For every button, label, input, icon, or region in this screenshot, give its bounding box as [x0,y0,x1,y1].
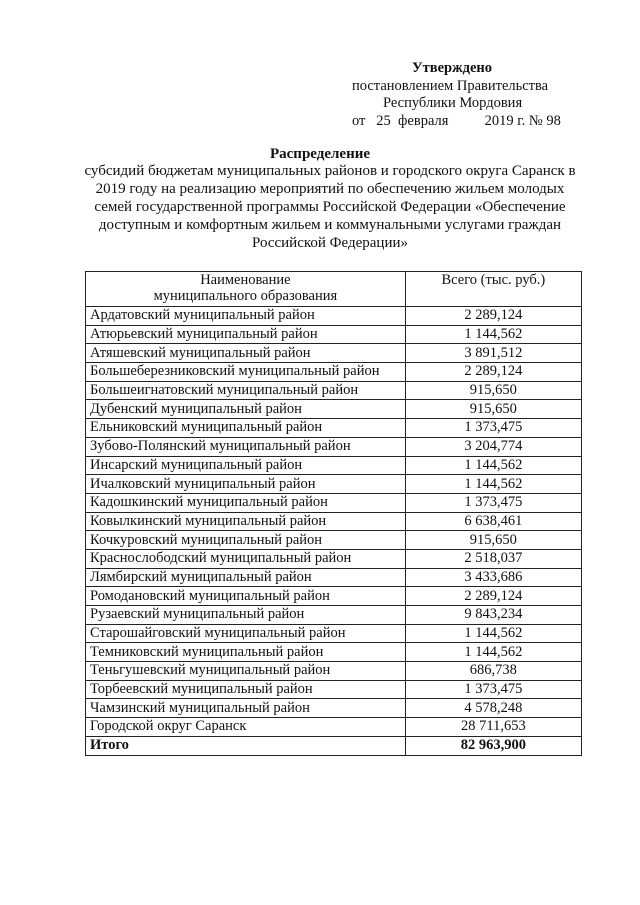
table-row [86,475,582,494]
municipality-name: Темниковский муниципальный район [86,643,406,662]
table-row [86,512,582,531]
table-row [86,437,582,456]
municipality-name: Торбеевский муниципальный район [86,680,406,699]
municipality-value: 1 373,475 [405,419,581,438]
table-row [86,624,582,643]
table-row [86,606,582,625]
table-row [86,325,582,344]
table-row [86,718,582,737]
table-row [86,662,582,681]
municipality-name: Чамзинский муниципальный район [86,699,406,718]
municipality-value: 1 373,475 [405,493,581,512]
distribution-table [85,271,582,756]
municipality-value: 2 289,124 [405,307,581,326]
table-row [86,587,582,606]
header-name-line2: муниципального образования [153,288,338,304]
municipality-name: Ромодановский муниципальный район [86,587,406,606]
table-row [86,344,582,363]
municipality-value: 1 144,562 [405,475,581,494]
municipality-value: 915,650 [405,400,581,419]
approval-line-2: постановлением Правительства [352,78,549,94]
municipality-value: 2 289,124 [405,587,581,606]
municipality-name: Атюрьевский муниципальный район [86,325,406,344]
table-row [86,568,582,587]
municipality-name: Ардатовский муниципальный район [86,307,406,326]
municipality-value: 9 843,234 [405,606,581,625]
municipality-name: Рузаевский муниципальный район [86,606,406,625]
municipality-name: Большеигнатовский муниципальный район [86,381,406,400]
municipality-name: Большеберезниковский муниципальный район [86,363,406,382]
municipality-name: Ичалковский муниципальный район [86,475,406,494]
municipality-value: 915,650 [405,531,581,550]
municipality-name: Ковылкинский муниципальный район [86,512,406,531]
table-row [86,680,582,699]
municipality-name: Инсарский муниципальный район [86,456,406,475]
table-row [86,419,582,438]
document-title: Распределение [269,146,371,162]
municipality-value: 28 711,653 [405,718,581,737]
municipality-value: 1 144,562 [405,325,581,344]
municipality-value: 6 638,461 [405,512,581,531]
municipality-value: 3 204,774 [405,437,581,456]
municipality-name: Зубово-Полянский муниципальный район [86,437,406,456]
table-row [86,643,582,662]
municipality-value: 1 373,475 [405,680,581,699]
table-row [86,381,582,400]
municipality-name: Дубенский муниципальный район [86,400,406,419]
approval-line-3: Республики Мордовия [383,95,523,111]
table-row [86,531,582,550]
municipality-value: 3 891,512 [405,344,581,363]
table-row [86,307,582,326]
municipality-value: 4 578,248 [405,699,581,718]
total-label: Итого [86,736,406,755]
total-value: 82 963,900 [405,736,581,755]
header-name-line1: Наименование [200,272,291,288]
municipality-name: Краснослободский муниципальный район [86,549,406,568]
header-total: Всего (тыс. руб.) [405,272,581,307]
municipality-value: 686,738 [405,662,581,681]
municipality-value: 3 433,686 [405,568,581,587]
table-row [86,363,582,382]
municipality-name: Старошайговский муниципальный район [86,624,406,643]
municipality-name: Кадошкинский муниципальный район [86,493,406,512]
table-row [86,699,582,718]
header-name [86,272,406,307]
municipality-name: Городской округ Саранск [86,718,406,737]
municipality-value: 1 144,562 [405,624,581,643]
municipality-value: 2 518,037 [405,549,581,568]
document-subtitle: субсидий бюджетам муниципальных районов и городского округа Саранск в 2019 году на реализацию мероприятий по обеспечению жильем молодых семей государственной программы Российской Федерации «Обеспечение доступным и комфортным жильем и коммунальными услугами граждан Российской Федерации» [84,163,576,251]
municipality-name: Лямбирский муниципальный район [86,568,406,587]
table-body [86,307,582,737]
table-row [86,456,582,475]
approval-title: Утверждено [412,60,492,76]
municipality-value: 1 144,562 [405,643,581,662]
municipality-value: 915,650 [405,381,581,400]
table-row [86,549,582,568]
table-row [86,400,582,419]
municipality-name: Ельниковский муниципальный район [86,419,406,438]
table-header-row [86,272,582,307]
municipality-name: Кочкуровский муниципальный район [86,531,406,550]
municipality-value: 2 289,124 [405,363,581,382]
municipality-name: Атяшевский муниципальный район [86,344,406,363]
total-row [86,736,582,755]
municipality-value: 1 144,562 [405,456,581,475]
table-row [86,493,582,512]
municipality-name: Теньгушевский муниципальный район [86,662,406,681]
approval-line-4: от 25 февраля 2019 г. № 98 [352,113,561,129]
